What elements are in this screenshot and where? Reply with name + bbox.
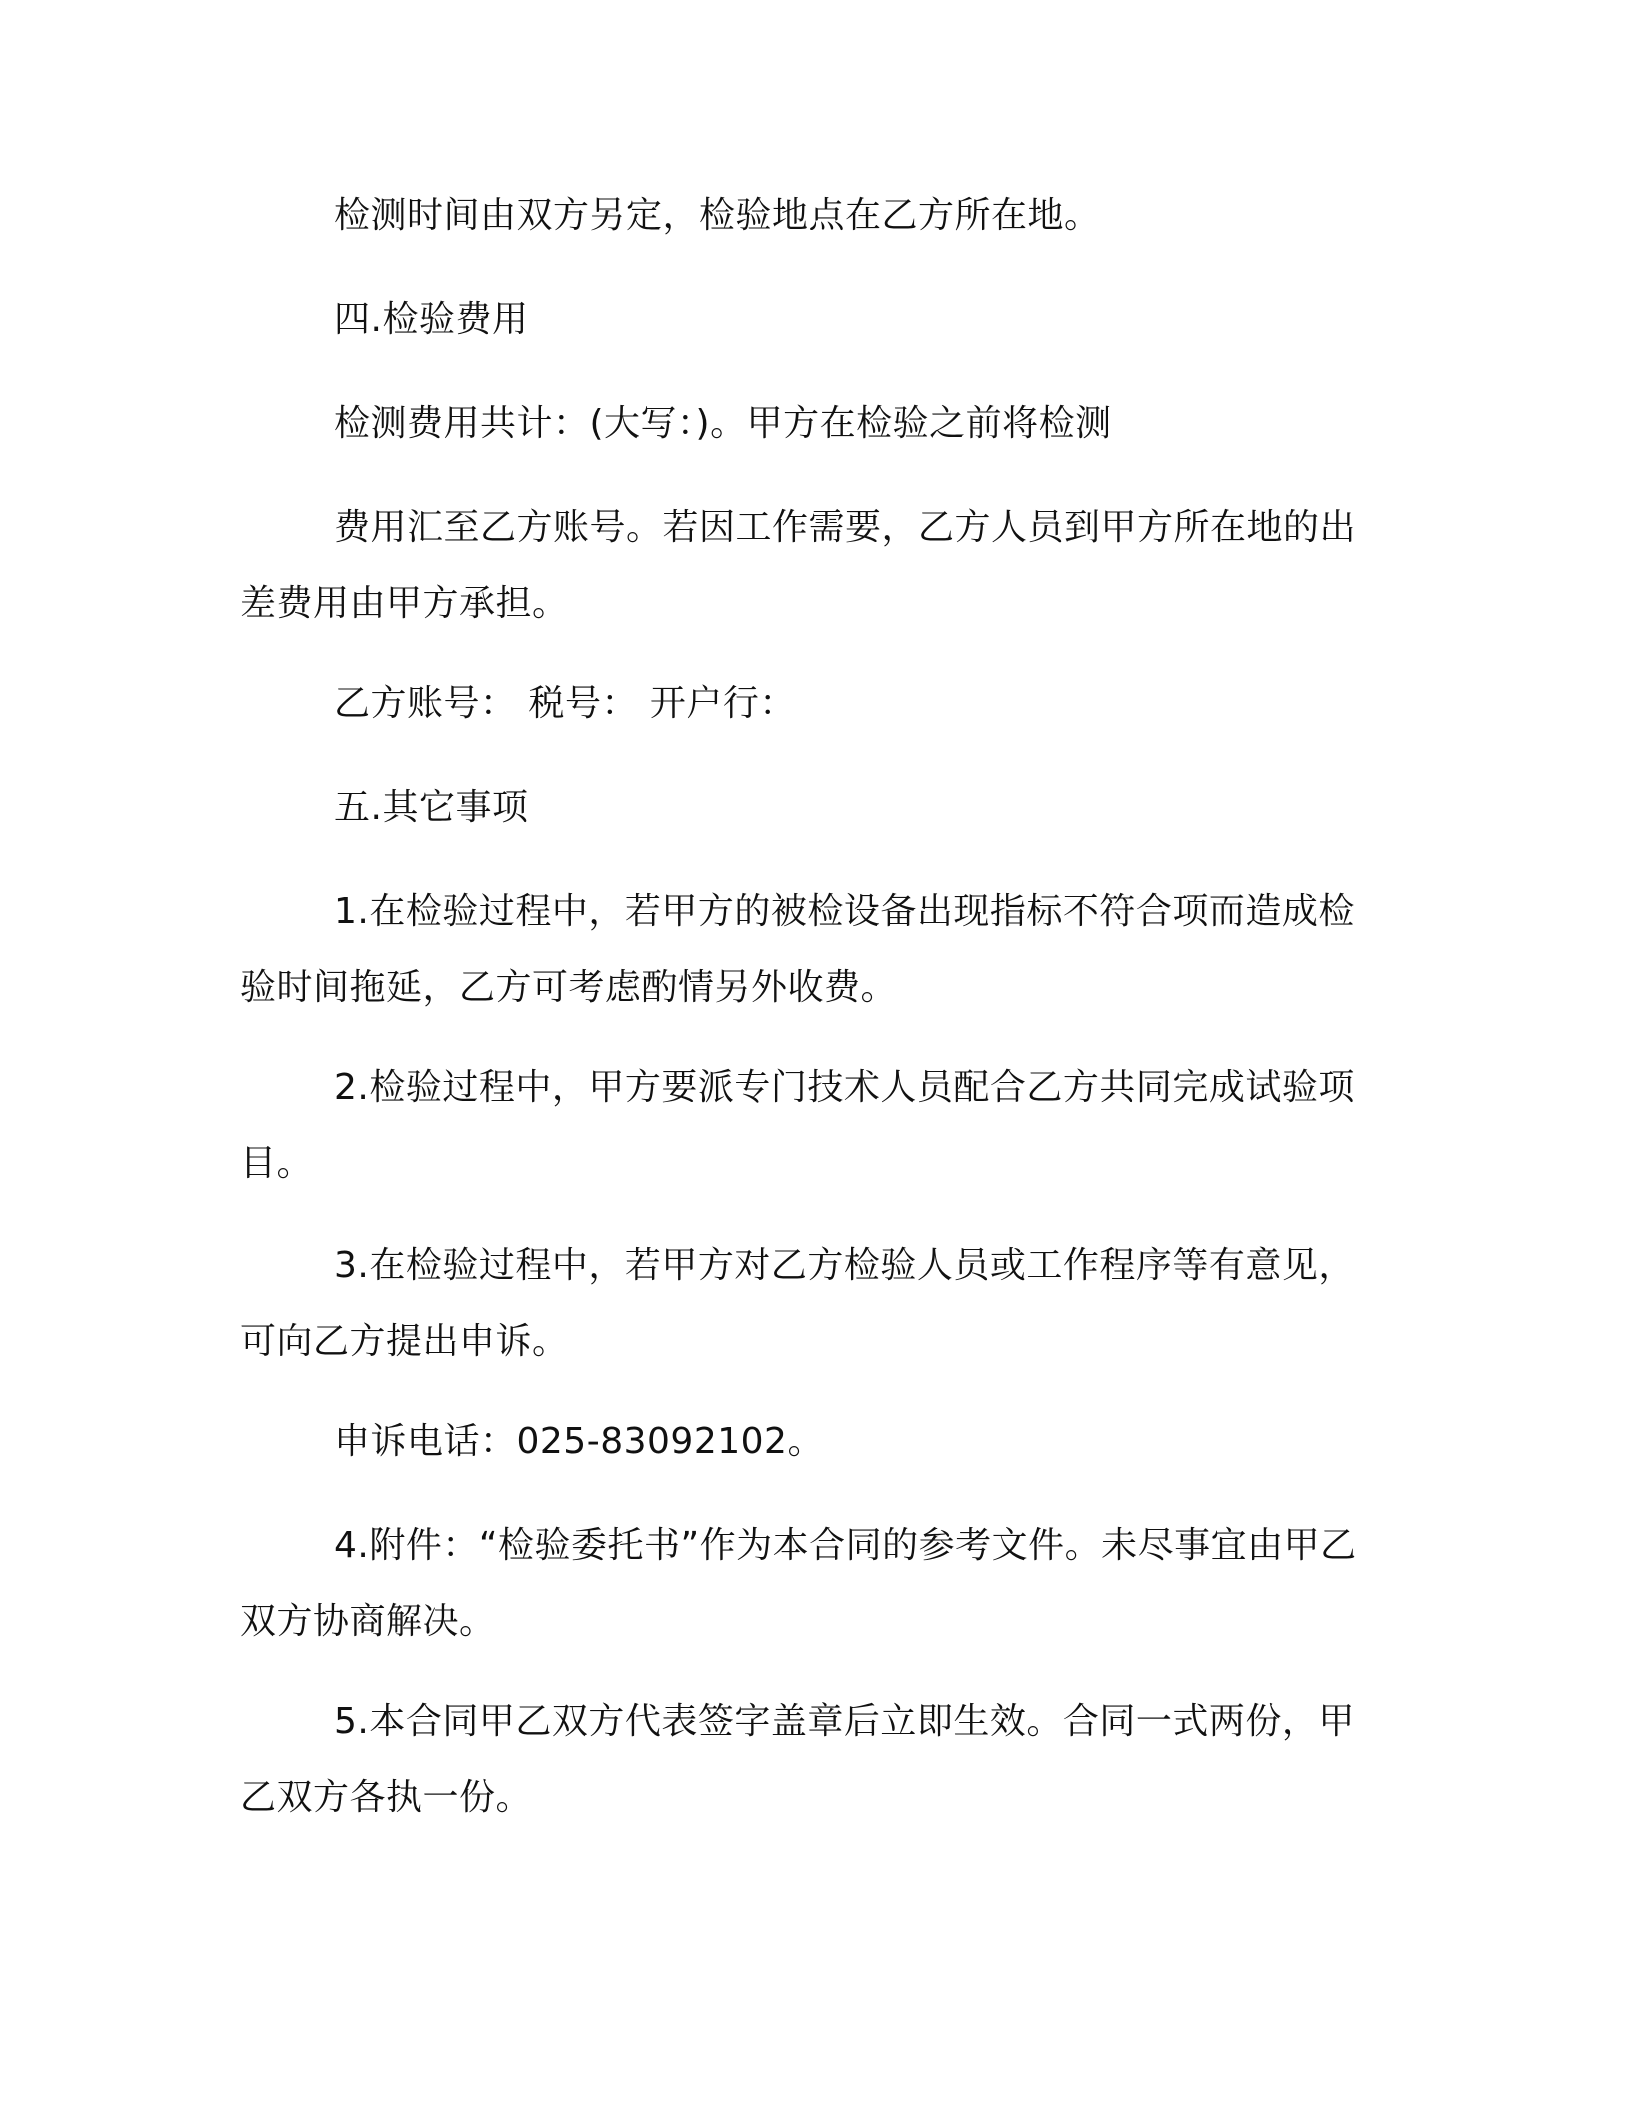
section-heading-other: 五.其它事项 <box>334 787 529 828</box>
paragraph-item-4: 4.附件：“检验委托书”作为本合同的参考文件。未尽事宜由甲乙双方协商解决。 <box>240 1525 1357 1642</box>
paragraph-complaint-phone: 申诉电话：025-83092102。 <box>334 1421 824 1462</box>
paragraph-fee-payment: 费用汇至乙方账号。若因工作需要，乙方人员到甲方所在地的出差费用由甲方承担。 <box>240 507 1357 624</box>
paragraph-item-5: 5.本合同甲乙双方代表签字盖章后立即生效。合同一式两份，甲乙双方各执一份。 <box>240 1701 1355 1818</box>
paragraph-item-2: 2.检验过程中，甲方要派专门技术人员配合乙方共同完成试验项目。 <box>240 1067 1355 1184</box>
paragraph-bank-info: 乙方账号： 税号： 开户行： <box>334 683 796 724</box>
paragraph-item-3: 3.在检验过程中，若甲方对乙方检验人员或工作程序等有意见，可向乙方提出申诉。 <box>240 1245 1355 1362</box>
paragraph-inspection-time: 检测时间由双方另定，检验地点在乙方所在地。 <box>334 195 1101 236</box>
section-heading-fees: 四.检验费用 <box>334 299 529 340</box>
paragraph-item-1: 1.在检验过程中，若甲方的被检设备出现指标不符合项而造成检验时间拖延，乙方可考虑酌情另外收费。 <box>240 891 1355 1008</box>
paragraph-fee-total: 检测费用共计：(大写：)。甲方在检验之前将检测 <box>334 403 1112 444</box>
